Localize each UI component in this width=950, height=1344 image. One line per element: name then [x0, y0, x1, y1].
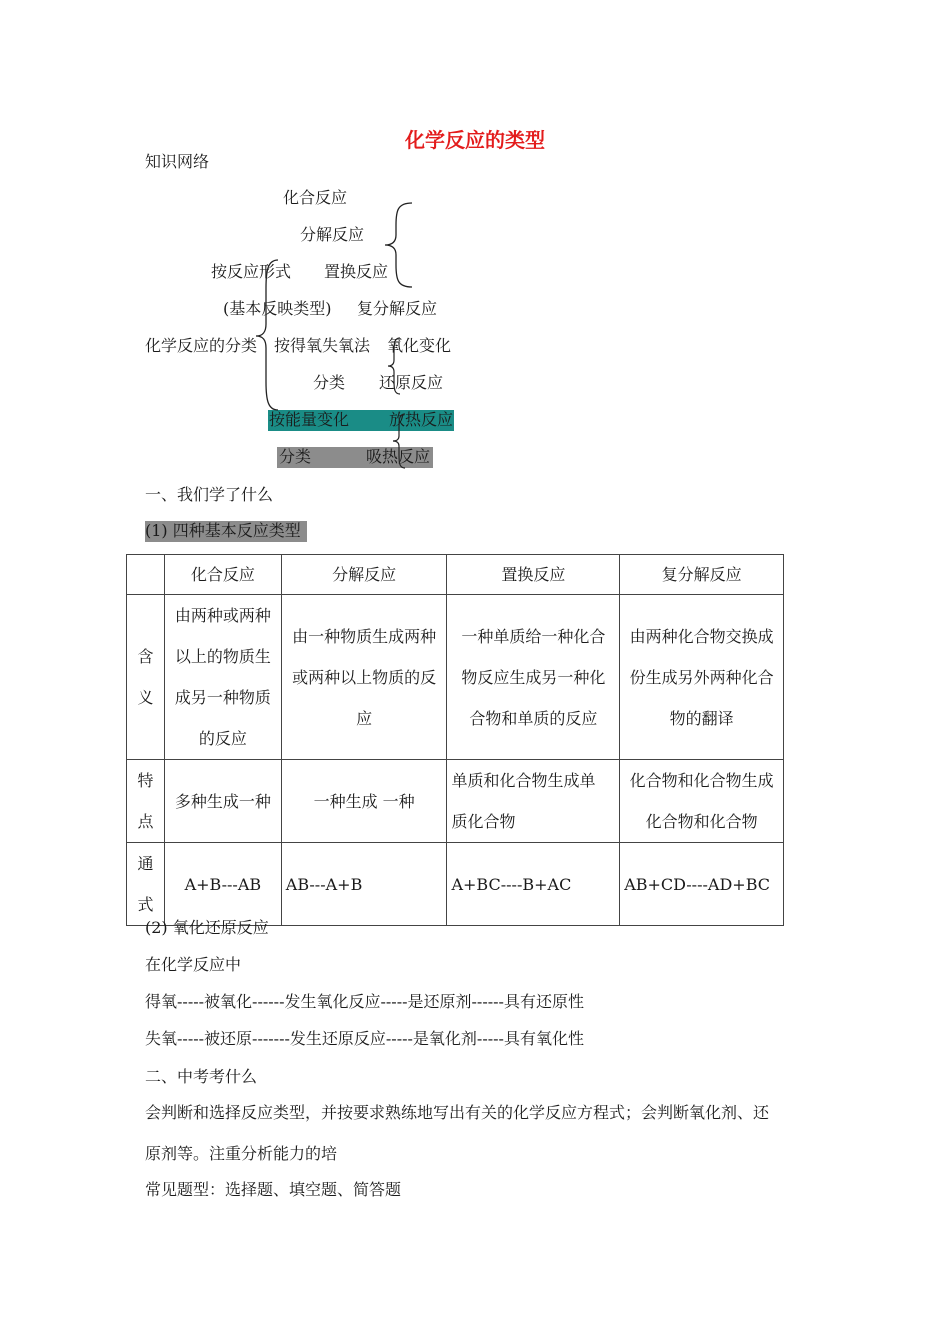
- redox-brace: [386, 336, 406, 396]
- section1-heading: 一、我们学了什么: [145, 485, 274, 504]
- displacement-label: 置换反应: [324, 262, 389, 281]
- table-row-feature: [127, 760, 784, 843]
- section2-heading: 二、中考考什么: [145, 1067, 258, 1086]
- basic-types-brace: [380, 200, 420, 290]
- table-header-cell: 分解反应: [281, 555, 447, 595]
- table-header-cell: 复分解反应: [620, 555, 784, 595]
- table-header-cell: 化合反应: [164, 555, 281, 595]
- table-header-cell: [127, 555, 165, 595]
- table-cell: 化合物和化合物生成 化合物和化合物: [620, 760, 784, 843]
- table-cell: AB---A+B: [281, 843, 447, 926]
- table-cell: 一种生成 一种: [281, 760, 447, 843]
- table-cell: 由一种物质生成两种 或两种以上物质的反 应: [281, 595, 447, 760]
- reduction-label: 还原反应: [379, 373, 444, 392]
- row-label: 通 式: [127, 843, 165, 926]
- by-energy-sub-label: 分类: [279, 447, 312, 466]
- table-cell: A+B---AB: [164, 843, 281, 926]
- by-oxygen-sub-label: 分类: [313, 373, 346, 392]
- table-cell: 由两种化合物交换成 份生成另外两种化合 物的翻译: [620, 595, 784, 760]
- combination-label: 化合反应: [283, 188, 348, 207]
- by-form-sub-label: (基本反映类型): [223, 299, 332, 318]
- section2-para2: 原剂等。注重分析能力的培: [145, 1144, 338, 1163]
- row-label: 含 义: [127, 595, 165, 760]
- table-header-cell: 置换反应: [447, 555, 620, 595]
- network-heading: 知识网络: [145, 152, 210, 171]
- decomposition-label: 分解反应: [300, 225, 365, 244]
- oxidation-label: 氧化变化: [387, 336, 452, 355]
- page-title: 化学反应的类型: [405, 128, 545, 152]
- classification-root: 化学反应的分类: [145, 336, 258, 355]
- section1-sub2: (2) 氧化还原反应: [145, 918, 269, 937]
- by-energy-label: 按能量变化: [269, 410, 350, 429]
- classification-brace: [252, 258, 282, 412]
- redox-intro: 在化学反应中: [145, 955, 242, 974]
- row-label: 特 点: [127, 760, 165, 843]
- section1-sub1: (1) 四种基本反应类型: [145, 521, 301, 540]
- table-cell: 由两种或两种 以上的物质生 成另一种物质 的反应: [164, 595, 281, 760]
- by-oxygen-label: 按得氧失氧法: [274, 336, 371, 355]
- table-row-meaning: [127, 595, 784, 760]
- section2-para1: 会判断和选择反应类型，并按要求熟练地写出有关的化学反应方程式；会判断氧化剂、还: [145, 1103, 770, 1122]
- table-row-formula: [127, 843, 784, 926]
- by-form-label: 按反应形式: [211, 262, 292, 281]
- redox-lose-oxygen: 失氧-----被还原-------发生还原反应-----是氧化剂-----具有氧化性: [145, 1029, 584, 1048]
- table-header-row: [127, 555, 784, 595]
- table-cell: 一种单质给一种化合 物反应生成另一种化 合物和单质的反应: [447, 595, 620, 760]
- double-decomposition-label: 复分解反应: [357, 299, 438, 318]
- endothermic-label: 吸热反应: [366, 447, 431, 466]
- exothermic-label: 放热反应: [389, 410, 454, 429]
- reaction-types-table: [126, 554, 784, 926]
- energy-brace: [391, 412, 411, 470]
- table-cell: AB+CD----AD+BC: [620, 843, 784, 926]
- redox-gain-oxygen: 得氧-----被氧化------发生氧化反应-----是还原剂------具有还原性: [145, 992, 584, 1011]
- section2-para3: 常见题型：选择题、填空题、简答题: [145, 1180, 402, 1199]
- table-cell: 单质和化合物生成单 质化合物: [447, 760, 620, 843]
- table-cell: A+BC----B+AC: [447, 843, 620, 926]
- table-cell: 多种生成一种: [164, 760, 281, 843]
